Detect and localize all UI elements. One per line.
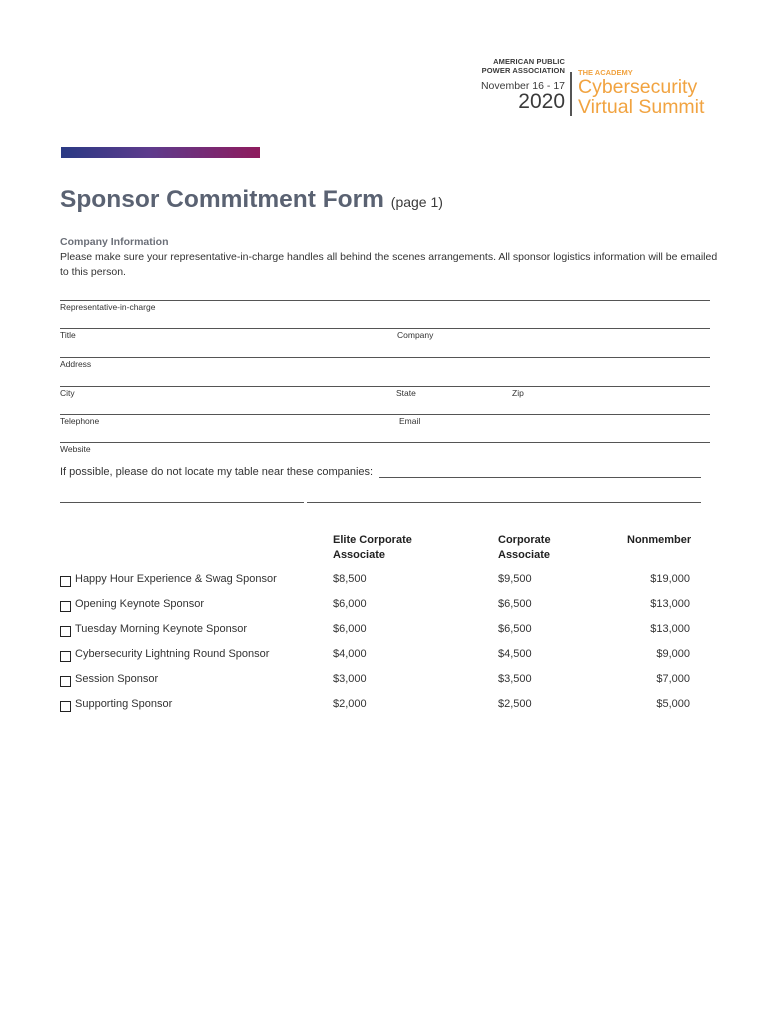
sponsor-checkbox[interactable] (60, 626, 71, 637)
logo-divider (570, 72, 572, 116)
address-label: Address (60, 359, 92, 369)
sponsor-row (60, 673, 700, 693)
price-nonmember: $13,000 (650, 623, 690, 635)
email-label: Email (399, 416, 421, 426)
telephone-email-field-line[interactable] (60, 414, 710, 415)
sponsor-label: Opening Keynote Sponsor (75, 598, 205, 610)
website-label: Website (60, 444, 91, 454)
col-header-corporate-line1: Corporate (498, 534, 551, 546)
price-elite: $4,000 (333, 648, 367, 660)
col-header-corporate-line2: Associate (498, 548, 550, 561)
form-title-text: Sponsor Commitment Form (60, 186, 384, 213)
company-info-description: Please make sure your representative-in-charge handles all behind the scenes arrangements. All sponsor logistics information will be emailed to this person. (60, 251, 718, 278)
price-corporate: $4,500 (498, 648, 532, 660)
sponsor-label: Happy Hour Experience & Swag Sponsor (75, 573, 277, 585)
org-name-line1: AMERICAN PUBLIC (493, 57, 565, 66)
company-info-heading: Company Information (60, 236, 169, 248)
sponsor-row (60, 623, 700, 643)
price-corporate: $6,500 (498, 598, 532, 610)
sponsor-row (60, 648, 700, 668)
table-location-field-2a[interactable] (60, 502, 304, 503)
event-dates: November 16 - 17 (480, 80, 565, 92)
representative-label: Representative-in-charge (60, 302, 156, 312)
summit-title-line1: Cybersecurity (578, 76, 698, 98)
apppa-logo (481, 57, 565, 113)
sponsor-label: Session Sponsor (75, 673, 159, 685)
title-company-field-line[interactable] (60, 328, 710, 329)
city-state-zip-field-line[interactable] (60, 386, 710, 387)
representative-field[interactable] (60, 300, 710, 301)
page-title (60, 186, 443, 214)
zip-label: Zip (512, 388, 524, 398)
sponsor-checkbox[interactable] (60, 701, 71, 712)
price-elite: $6,000 (333, 598, 367, 610)
price-elite: $2,000 (333, 698, 367, 710)
header-gradient-bar (61, 147, 260, 158)
sponsor-checkbox[interactable] (60, 601, 71, 612)
price-nonmember: $5,000 (656, 698, 690, 710)
sponsor-row (60, 598, 700, 618)
price-elite: $8,500 (333, 573, 367, 585)
sponsor-row (60, 573, 700, 593)
price-corporate: $2,500 (498, 698, 532, 710)
summit-logo (578, 68, 704, 117)
price-nonmember: $19,000 (650, 573, 690, 585)
col-header-elite-line2: Associate (333, 548, 385, 561)
org-name-line2: POWER ASSOCIATION (481, 66, 565, 75)
price-corporate: $6,500 (498, 623, 532, 635)
city-label: City (60, 388, 75, 398)
address-field[interactable] (60, 357, 710, 358)
telephone-label: Telephone (60, 416, 100, 426)
sponsor-checkbox[interactable] (60, 576, 71, 587)
sponsor-label: Tuesday Morning Keynote Sponsor (75, 623, 248, 635)
summit-title-line2: Virtual Summit (578, 96, 705, 118)
price-nonmember: $9,000 (656, 648, 690, 660)
table-location-field-2b[interactable] (307, 502, 701, 503)
col-header-nonmember: Nonmember (627, 534, 692, 546)
sponsor-label: Cybersecurity Lightning Round Sponsor (75, 648, 270, 660)
title-label: Title (60, 330, 76, 340)
sponsor-checkbox[interactable] (60, 676, 71, 687)
table-location-prompt: If possible, please do not locate my table near these companies: (60, 466, 374, 478)
price-nonmember: $7,000 (656, 673, 690, 685)
price-nonmember: $13,000 (650, 598, 690, 610)
col-header-corporate (498, 533, 551, 562)
col-header-elite (333, 533, 412, 562)
website-field[interactable] (60, 442, 710, 443)
table-location-field-1[interactable] (379, 477, 701, 478)
sponsor-checkbox[interactable] (60, 651, 71, 662)
sponsor-row (60, 698, 700, 718)
sponsor-label: Supporting Sponsor (75, 698, 173, 710)
state-label: State (396, 388, 416, 398)
academy-label: THE ACADEMY (578, 68, 633, 77)
form-title-page: (page 1) (390, 194, 443, 210)
company-label: Company (397, 330, 434, 340)
event-year: 2020 (518, 90, 565, 113)
price-elite: $6,000 (333, 623, 367, 635)
price-corporate: $3,500 (498, 673, 532, 685)
price-elite: $3,000 (333, 673, 367, 685)
price-corporate: $9,500 (498, 573, 532, 585)
col-header-elite-line1: Elite Corporate (333, 534, 412, 546)
